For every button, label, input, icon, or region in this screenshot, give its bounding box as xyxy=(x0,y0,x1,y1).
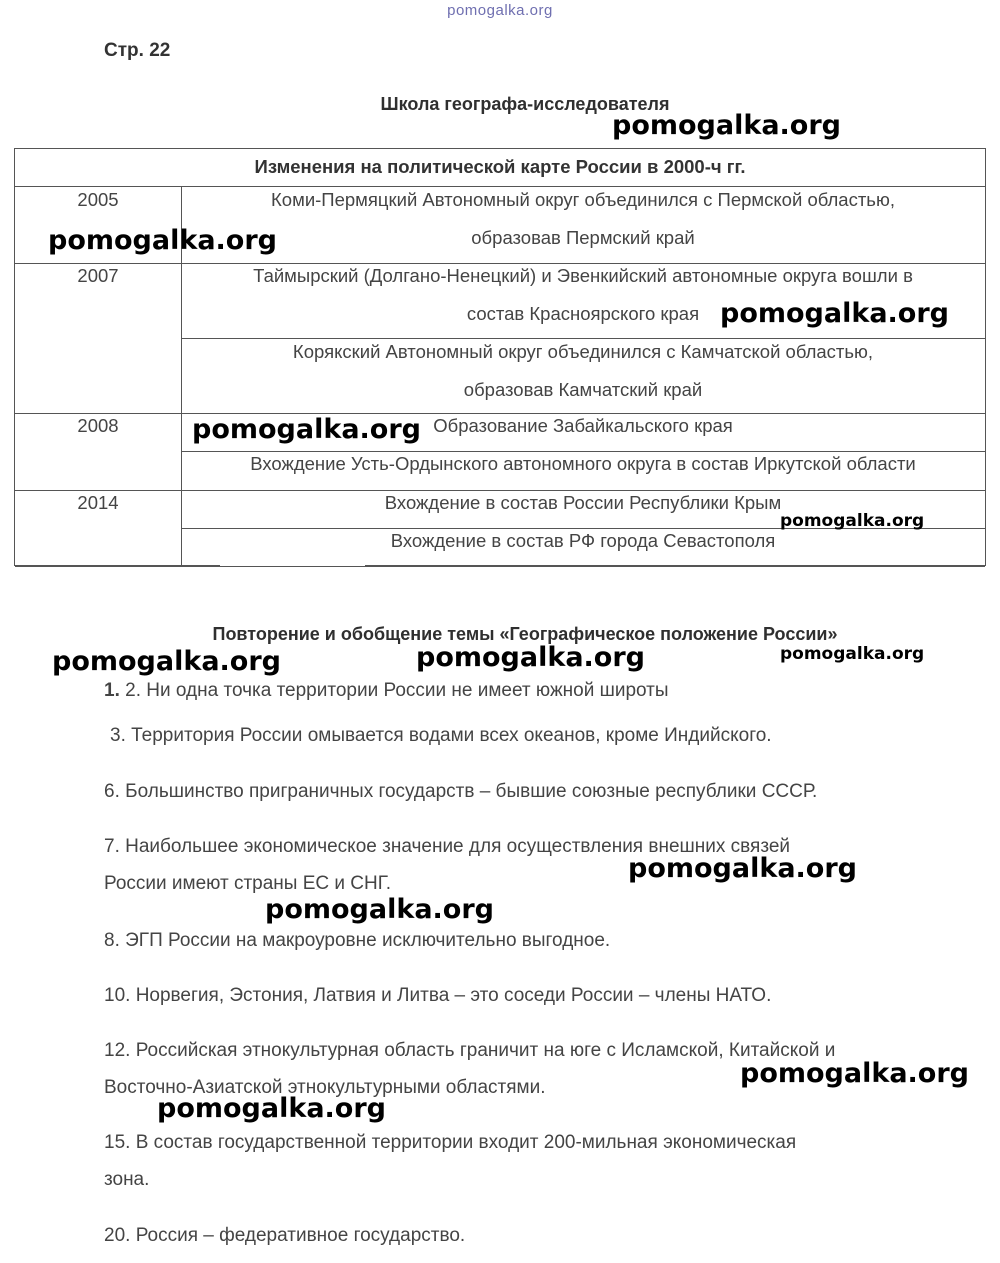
event-cell: Коми-Пермяцкий Автономный округ объединился с Пермской областью, образовав Пермский край xyxy=(271,189,895,248)
year-cell: 2014 xyxy=(77,492,119,513)
watermark: pomogalka.org xyxy=(52,646,281,677)
changes-table xyxy=(14,148,986,566)
answer-item: 20. Россия – федеративное государство. xyxy=(104,1225,466,1246)
answer-item: 6. Большинство приграничных государств – бывшие союзные республики СССР. xyxy=(104,781,818,802)
answer-item: 12. Российская этнокультурная область граничит на юге с Исламской, Китайской и Восточно-Азиатской этнокультурными областями. xyxy=(104,1040,836,1098)
year-cell: 2005 xyxy=(77,189,119,210)
event-cell: Вхождение в состав России Республики Крым xyxy=(384,492,782,513)
event-cell: Вхождение Усть-Ордынского автономного округа в состав Иркутской области xyxy=(250,453,916,474)
watermark: pomogalka.org xyxy=(780,511,925,531)
site-header: pomogalka.org xyxy=(447,2,553,19)
answer-item: 8. ЭГП России на макроуровне исключительно выгодное. xyxy=(104,930,611,951)
watermark: pomogalka.org xyxy=(720,298,949,329)
year-cell: 2007 xyxy=(77,265,119,286)
watermark: pomogalka.org xyxy=(416,642,645,673)
page-label: Стр. 22 xyxy=(104,40,171,61)
watermark: pomogalka.org xyxy=(628,853,857,884)
event-cell: Корякский Автономный округ объединился с Камчатской областью, образовав Камчатский край xyxy=(292,341,874,400)
answer-item: 1. 2. Ни одна точка территории России не имеет южной широты xyxy=(104,680,669,701)
watermark: pomogalka.org xyxy=(740,1058,969,1089)
section-title-geographer-school: Школа географа-исследователя xyxy=(380,94,670,114)
watermark: pomogalka.org xyxy=(192,414,421,445)
event-cell: Вхождение в состав РФ города Севастополя xyxy=(390,530,776,551)
event-cell: Таймырский (Долгано-Ненецкий) и Эвенкийский автономные округа вошли в состав Красноярского края xyxy=(253,265,913,324)
watermark: pomogalka.org xyxy=(157,1093,386,1124)
answer-item: 10. Норвегия, Эстония, Латвия и Литва – это соседи России – члены НАТО. xyxy=(104,985,772,1006)
section-title-review: Повторение и обобщение темы «Географическое положение России» xyxy=(212,624,838,644)
watermark: pomogalka.org xyxy=(780,644,925,664)
watermark: pomogalka.org xyxy=(265,894,494,925)
table-caption: Изменения на политической карте России в 2000-ч гг. xyxy=(254,156,746,177)
answer-item: 15. В состав государственной территории входит 200-мильная экономическая зона. xyxy=(104,1132,797,1190)
year-cell: 2008 xyxy=(77,415,119,436)
watermark: pomogalka.org xyxy=(48,225,277,256)
watermark: pomogalka.org xyxy=(612,110,841,141)
answer-item: 3. Территория России омывается водами всех океанов, кроме Индийского. xyxy=(110,725,772,746)
answer-item: 7. Наибольшее экономическое значение для осуществления внешних связей России имеют страны ЕС и СНГ. xyxy=(104,836,791,894)
event-cell: Образование Забайкальского края xyxy=(433,415,733,436)
